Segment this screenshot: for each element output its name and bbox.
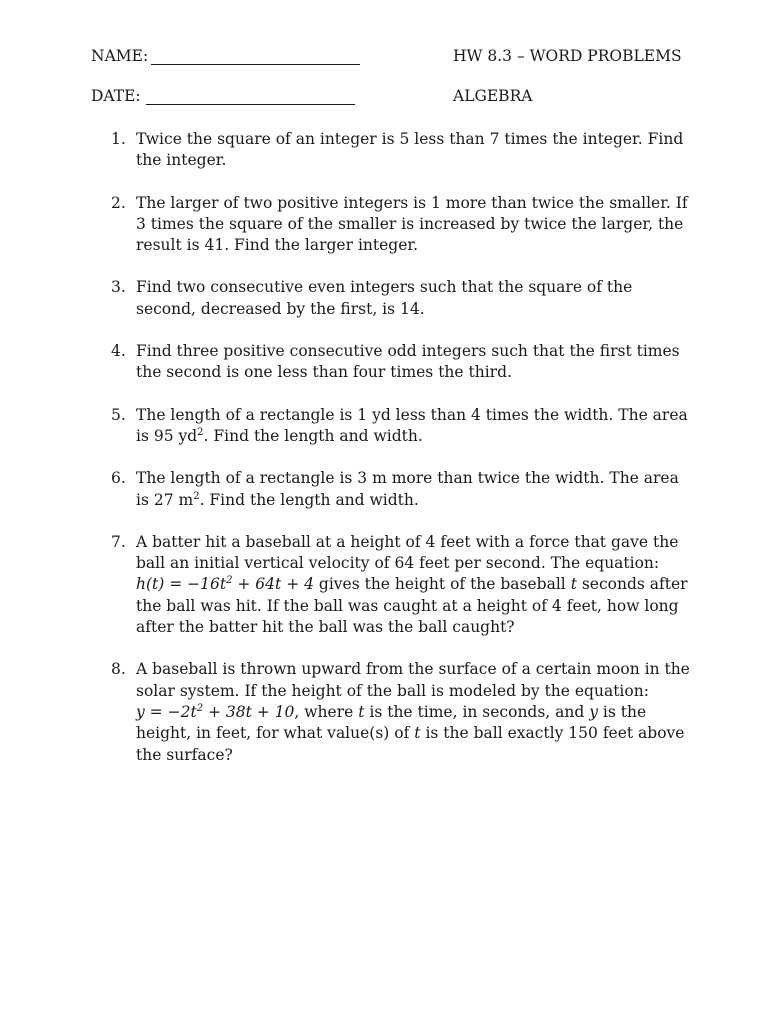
problem-text-part: The length of a rectangle is 3 m more than twice the width. The area is 27 m: [136, 469, 679, 509]
equation-part: h(t) = −16t: [136, 575, 227, 594]
problem-5: [106, 405, 691, 448]
problem-text: [136, 468, 691, 511]
problem-text-part: seconds after the ball was hit. If the ball was caught at a height of 4 feet, how long after the batter hit the ball was the ball caught?: [136, 575, 688, 637]
problem-number: 3.: [111, 278, 126, 297]
equation-exponent: 2: [226, 575, 233, 587]
name-label: NAME:: [91, 47, 149, 65]
equation-exponent: 2: [196, 702, 204, 714]
problem-text-part: . Find the length and width.: [199, 490, 419, 509]
problem-number: 7.: [111, 532, 126, 551]
header-date-row: [91, 87, 691, 111]
variable: t: [570, 575, 577, 594]
variable: y: [589, 702, 598, 721]
problem-number: 6.: [111, 469, 126, 488]
header-name-row: [91, 47, 691, 71]
problem-text: Twice the square of an integer is 5 less than 7 times the integer. Find the integer.: [136, 130, 684, 170]
problem-1: [106, 129, 691, 172]
variable: t: [358, 702, 365, 721]
problem-number: 1.: [111, 130, 126, 148]
problem-6: [106, 468, 691, 511]
equation: [136, 703, 294, 721]
problem-text-part: A batter hit a baseball at a height of 4 feet with a force that gave the ball an initial vertical velocity of 64 feet per second. The equation:: [136, 532, 679, 573]
problem-text-part: . Find the length and width.: [203, 426, 423, 445]
problem-text: [136, 532, 691, 638]
problem-text-part: , where: [294, 702, 359, 721]
problem-text: [136, 405, 691, 448]
problem-number: 5.: [111, 405, 126, 424]
problem-number: 4.: [111, 342, 126, 361]
equation-part: y = −2t: [136, 702, 197, 721]
superscript: 2: [193, 490, 200, 502]
problem-text: [136, 659, 691, 765]
problem-text-part: The length of a rectangle is 1 yd less than 4 times the width. The area is 95 yd: [136, 405, 688, 445]
superscript: 2: [197, 426, 204, 438]
worksheet-title: HW 8.3 – WORD PROBLEMS: [453, 47, 682, 65]
variable: t: [414, 724, 421, 743]
problem-text-part: is the height, in feet, for what value(s) of: [136, 702, 647, 743]
problem-text-part: A baseball is thrown upward from the surface of a certain moon in the solar system. If the height of the ball is modeled by the equation:: [136, 660, 690, 700]
date-blank-line: [146, 104, 355, 105]
subject-label: ALGEBRA: [453, 87, 533, 105]
problem-text-part: gives the height of the baseball: [313, 575, 571, 594]
date-label: DATE:: [91, 87, 141, 105]
problem-4: [106, 341, 691, 384]
problem-text: Find two consecutive even integers such that the square of the second, decreased by the first, is 14.: [136, 278, 633, 318]
problem-text-part: is the time, in seconds, and: [364, 702, 590, 721]
problem-text: The larger of two positive integers is 1 more than twice the smaller. If 3 times the square of the smaller is increased by twice the larger, the result is 41. Find the larger integer.: [136, 193, 688, 255]
equation-part: + 38t + 10: [203, 702, 295, 721]
problem-2: [106, 193, 691, 257]
problem-number: 2.: [111, 193, 126, 212]
problem-3: [106, 277, 691, 320]
name-blank-line: [151, 64, 360, 65]
equation: [136, 575, 314, 593]
problem-7: [106, 532, 691, 638]
equation-part: + 64t + 4: [232, 575, 314, 594]
problem-text: Find three positive consecutive odd integers such that the first times the second is one less than four times the third.: [136, 342, 680, 382]
problem-list: [106, 129, 691, 787]
problem-8: [106, 659, 691, 765]
problem-number: 8.: [111, 660, 126, 679]
problem-text-part: is the ball exactly 150 feet above the surface?: [136, 724, 685, 764]
